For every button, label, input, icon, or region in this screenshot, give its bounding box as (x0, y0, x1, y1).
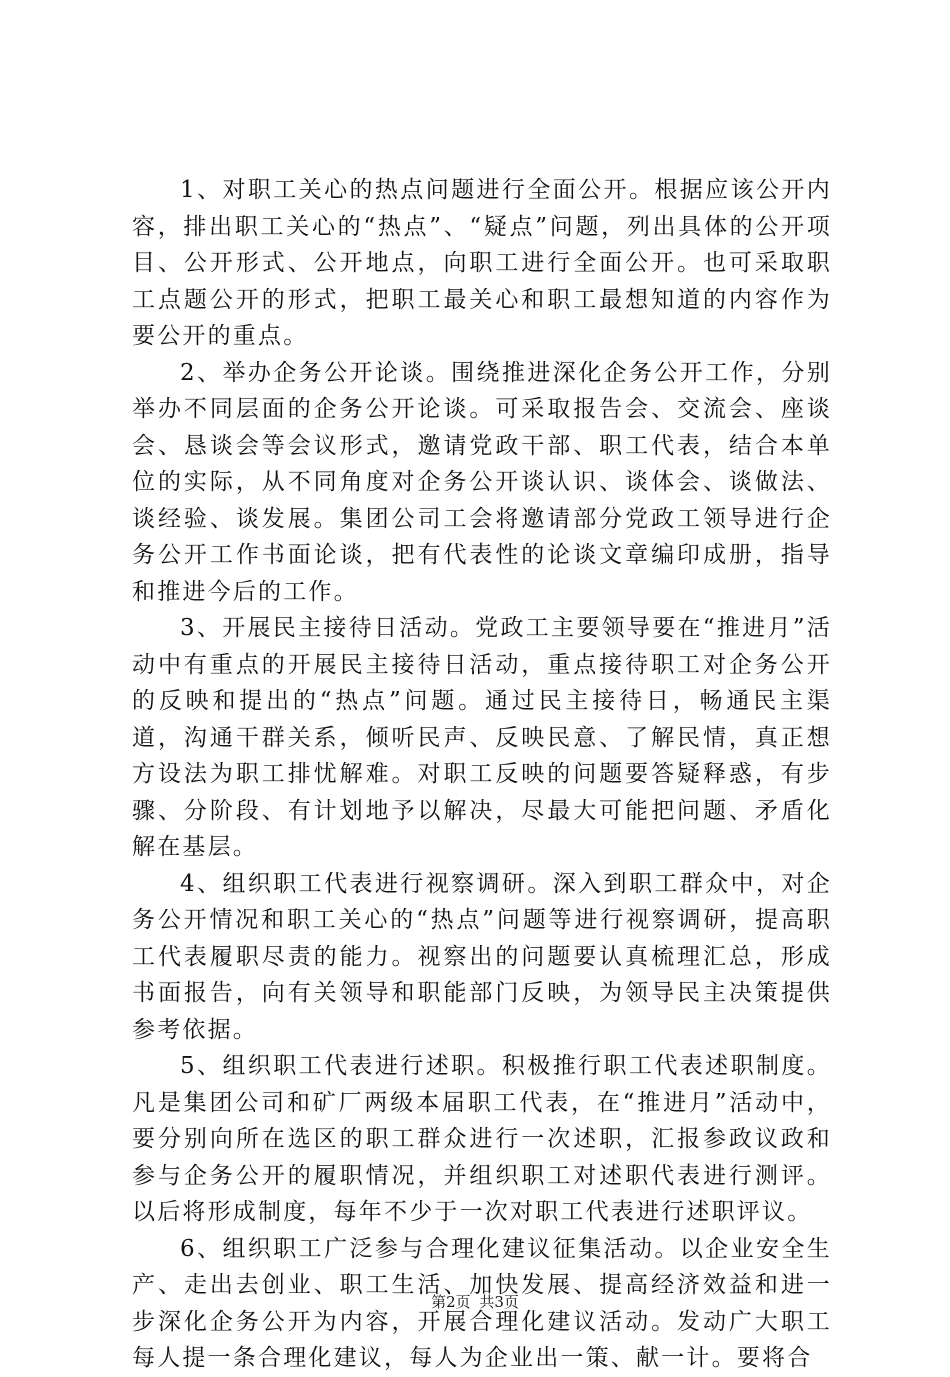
paragraph-3: 3、开展民主接待日活动。党政工主要领导要在“推进月”活动中有重点的开展民主接待日活动，重点接待职工对企务公开的反映和提出的“热点”问题。通过民主接待日，畅通民主渠道，沟通干群关系，倾听民声、反映民意、了解民情，真正想方设法为职工排忧解难。对职工反映的问题要答疑释惑，有步骤、分阶段、有计划地予以解决，尽最大可能把问题、矛盾化解在基层。 (132, 615, 832, 860)
paragraph-2: 2、举办企务公开论谈。围绕推进深化企务公开工作，分别举办不同层面的企务公开论谈。可采取报告会、交流会、座谈会、恳谈会等会议形式，邀请党政干部、职工代表，结合本单位的实际，从不同角度对企务公开谈认识、谈体会、谈做法、谈经验、谈发展。集团公司工会将邀请部分党政工领导进行企务公开工作书面论谈，把有代表性的论谈文章编印成册，指导和推进今后的工作。 (132, 359, 832, 605)
paragraph-4: 4、组织职工代表进行视察调研。深入到职工群众中，对企务公开情况和职工关心的“热点”问题等进行视察调研，提高职工代表履职尽责的能力。视察出的问题要认真梳理汇总，形成书面报告，向有关领导和职能部门反映，为领导民主决策提供参考依据。 (132, 870, 832, 1043)
paragraph-1: 1、对职工关心的热点问题进行全面公开。根据应该公开内容，排出职工关心的“热点”、“疑点”问题，列出具体的公开项目、公开形式、公开地点，向职工进行全面公开。也可采取职工点题公开的形式，把职工最关心和职工最想知道的内容作为要公开的重点。 (132, 177, 832, 349)
page-total: 共3页 (479, 1293, 519, 1311)
paragraph-6: 6、组织职工广泛参与合理化建议征集活动。以企业安全生产、走出去创业、职工生活、加快发展、提高经济效益和进一步深化企务公开为内容，开展合理化建议活动。发动广大职工每人提一条合理化建议，每人为企业出一策、献一计。要将合 (132, 1235, 832, 1371)
page-number: 第2页 (431, 1293, 471, 1311)
page-footer (0, 1292, 950, 1312)
document-body (132, 172, 832, 1377)
paragraph-5: 5、组织职工代表进行述职。积极推行职工代表述职制度。凡是集团公司和矿厂两级本届职工代表，在“推进月”活动中，要分别向所在选区的职工群众进行一次述职，汇报参政议政和参与企务公开的履职情况，并组织职工对述职代表进行测评。以后将形成制度，每年不少于一次对职工代表进行述职评议。 (132, 1053, 832, 1225)
